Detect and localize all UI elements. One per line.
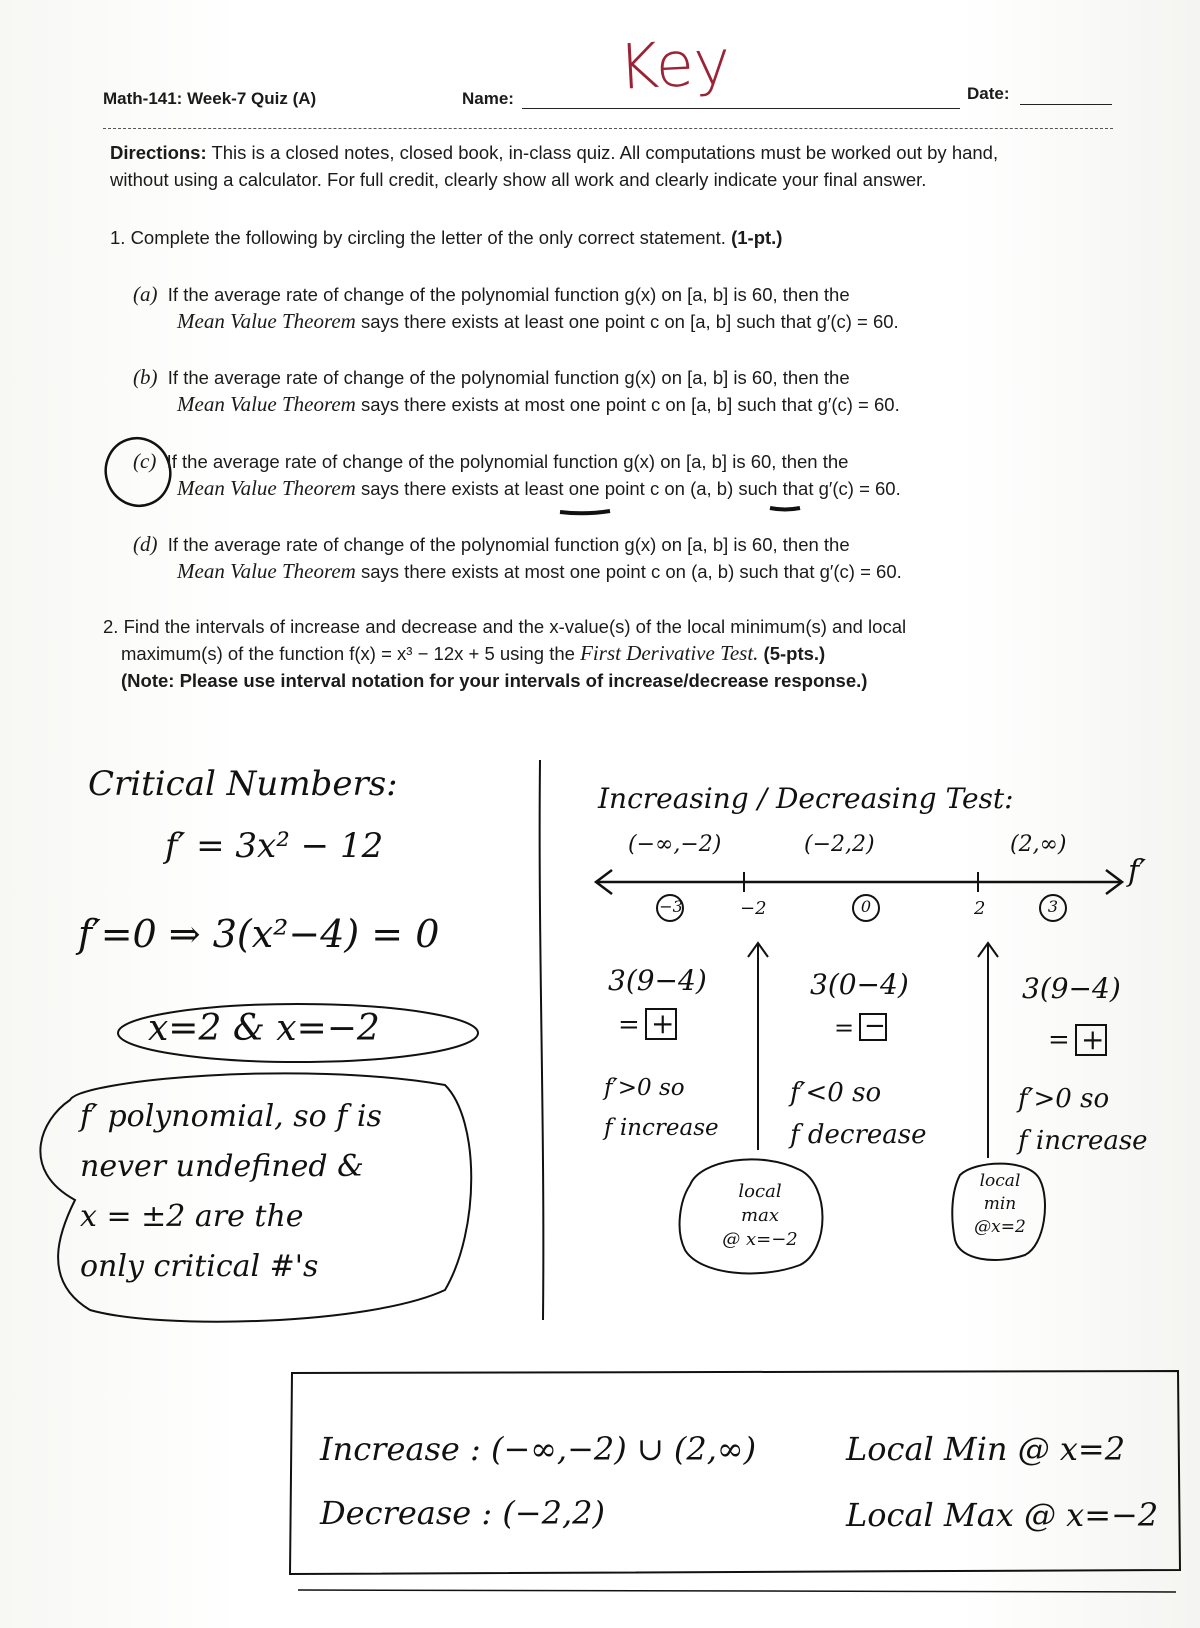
date-blank	[1020, 104, 1112, 105]
q2-note: (Note: Please use interval notation for your intervals of increase/decrease response.)	[121, 670, 868, 691]
q2-prompt	[103, 613, 1103, 694]
option-line2: says there exists at most one point c on [a, b] such that g′(c) = 60.	[361, 394, 900, 415]
divider-line	[540, 760, 544, 1320]
option-line1: If the average rate of change of the polynomial function g(x) on [a, b] is 60, then the	[167, 367, 850, 388]
test-point-2: 0	[860, 897, 872, 916]
answer-box	[290, 1371, 1180, 1574]
answer-local-max: Local Max @ x=−2	[846, 1496, 1159, 1534]
date-label: Date:	[967, 84, 1010, 103]
tick-label-2: 2	[974, 898, 986, 919]
test-point-3: 3	[1047, 897, 1059, 916]
name-blank	[522, 108, 960, 109]
eq-1: =	[618, 1010, 640, 1040]
interval-1: (−∞,−2)	[628, 832, 722, 857]
name-value-key: Key	[616, 25, 733, 104]
conclusion-line: f′>0 so	[604, 1075, 685, 1101]
critical-numbers-title: Critical Numbers:	[88, 764, 398, 804]
option-line2: says there exists at most one point c on (a, b) such that g′(c) = 60.	[361, 561, 902, 582]
q2-line1: 2. Find the intervals of increase and decrease and the x-value(s) of the local minimum(s) and local	[103, 616, 907, 637]
option-line1: If the average rate of change of the polynomial function g(x) on [a, b] is 60, then the	[167, 534, 850, 555]
option-letter: (a)	[133, 282, 158, 306]
inc-dec-title: Increasing / Decreasing Test:	[598, 782, 1014, 815]
eq-3: =	[1048, 1025, 1070, 1055]
note-line: f′ polynomial, so f is	[80, 1099, 382, 1134]
max-note-line: @ x=−2	[722, 1229, 798, 1250]
note-line: only critical #'s	[80, 1249, 319, 1284]
header-separator	[103, 128, 1113, 129]
directions-line1: This is a closed notes, closed book, in-class quiz. All computations must be worked out by hand,	[211, 142, 999, 163]
min-note-line: min	[983, 1194, 1017, 1214]
note-line: x = ±2 are the	[80, 1199, 304, 1234]
eval-2: 3(0−4)	[810, 968, 909, 1001]
q1-points: (1-pt.)	[731, 227, 783, 248]
q2-line2: maximum(s) of the function f(x) = x³ − 12x + 5 using the	[121, 643, 575, 664]
critical-note	[80, 1092, 382, 1292]
q2-points: (5-pts.)	[763, 643, 826, 664]
course-title: Math-141: Week-7 Quiz (A)	[103, 89, 317, 108]
tick-label-neg2: −2	[740, 898, 767, 919]
option-theorem: Mean Value Theorem	[177, 476, 356, 500]
underline-least	[560, 511, 610, 513]
min-note-line: @x=2	[974, 1217, 1026, 1237]
interval-2: (−2,2)	[804, 832, 875, 857]
q1-option-a	[133, 281, 899, 335]
answer-box-underline	[298, 1590, 1176, 1592]
sign-3: +	[1081, 1023, 1105, 1056]
directions-line2: without using a calculator. For full credit, clearly show all work and clearly indicate your final answer.	[110, 169, 927, 190]
local-max-note	[712, 1180, 808, 1252]
eval-3: 3(9−4)	[1022, 972, 1121, 1005]
option-line2: says there exists at least one point c on [a, b] such that g′(c) = 60.	[361, 311, 899, 332]
q1-option-b	[133, 364, 900, 418]
directions	[110, 139, 1120, 193]
roots: x=2 & x=−2	[148, 1008, 380, 1049]
fprime-label: f′	[1128, 854, 1146, 889]
conclusion-1	[604, 1068, 719, 1148]
answer-increase: Increase : (−∞,−2) ∪ (2,∞)	[320, 1430, 757, 1468]
option-line2: says there exists at least one point c on (a, b) such that g′(c) = 60.	[361, 478, 901, 499]
test-point-1: −3	[659, 897, 683, 916]
answer-local-min: Local Min @ x=2	[846, 1430, 1126, 1468]
option-theorem: Mean Value Theorem	[177, 309, 356, 333]
solve-equation: f′=0 ⇒ 3(x²−4) = 0	[78, 912, 440, 956]
q1-prompt-text: 1. Complete the following by circling the letter of the only correct statement.	[110, 227, 726, 248]
option-line1: If the average rate of change of the polynomial function g(x) on [a, b] is 60, then the	[167, 284, 850, 305]
sign-1: +	[651, 1007, 675, 1040]
eq-2: =	[834, 1014, 855, 1042]
note-line: never undefined &	[80, 1149, 364, 1184]
interval-3: (2,∞)	[1010, 832, 1067, 857]
directions-label: Directions:	[110, 142, 207, 163]
q2-test-name: First Derivative Test.	[580, 641, 759, 665]
conclusion-line: f′>0 so	[1018, 1084, 1110, 1114]
q1-option-d	[133, 531, 902, 585]
conclusion-line: f′<0 so	[790, 1078, 882, 1108]
conclusion-line: f increase	[604, 1115, 719, 1141]
max-note-line: max	[741, 1205, 779, 1226]
conclusion-2	[790, 1072, 927, 1156]
q1-prompt	[110, 224, 782, 251]
underline-ab	[770, 508, 800, 510]
max-note-line: local	[738, 1181, 782, 1202]
q1-option-c	[133, 448, 901, 502]
option-letter: (d)	[133, 532, 158, 556]
conclusion-line: f increase	[1018, 1126, 1148, 1156]
option-theorem: Mean Value Theorem	[177, 559, 356, 583]
derivative: f′ = 3x² − 12	[165, 826, 384, 866]
option-theorem: Mean Value Theorem	[177, 392, 356, 416]
eval-1: 3(9−4)	[608, 964, 707, 997]
option-letter: (c)	[133, 449, 157, 473]
name-label: Name:	[462, 89, 514, 108]
conclusion-3	[1018, 1078, 1148, 1162]
option-letter: (b)	[133, 365, 158, 389]
local-min-note	[960, 1170, 1040, 1239]
answer-decrease: Decrease : (−2,2)	[320, 1494, 605, 1532]
option-line1: If the average rate of change of the polynomial function g(x) on [a, b] is 60, then the	[166, 451, 849, 472]
conclusion-line: f decrease	[790, 1120, 927, 1150]
min-note-line: local	[979, 1171, 1021, 1191]
sign-2: −	[864, 1011, 886, 1041]
